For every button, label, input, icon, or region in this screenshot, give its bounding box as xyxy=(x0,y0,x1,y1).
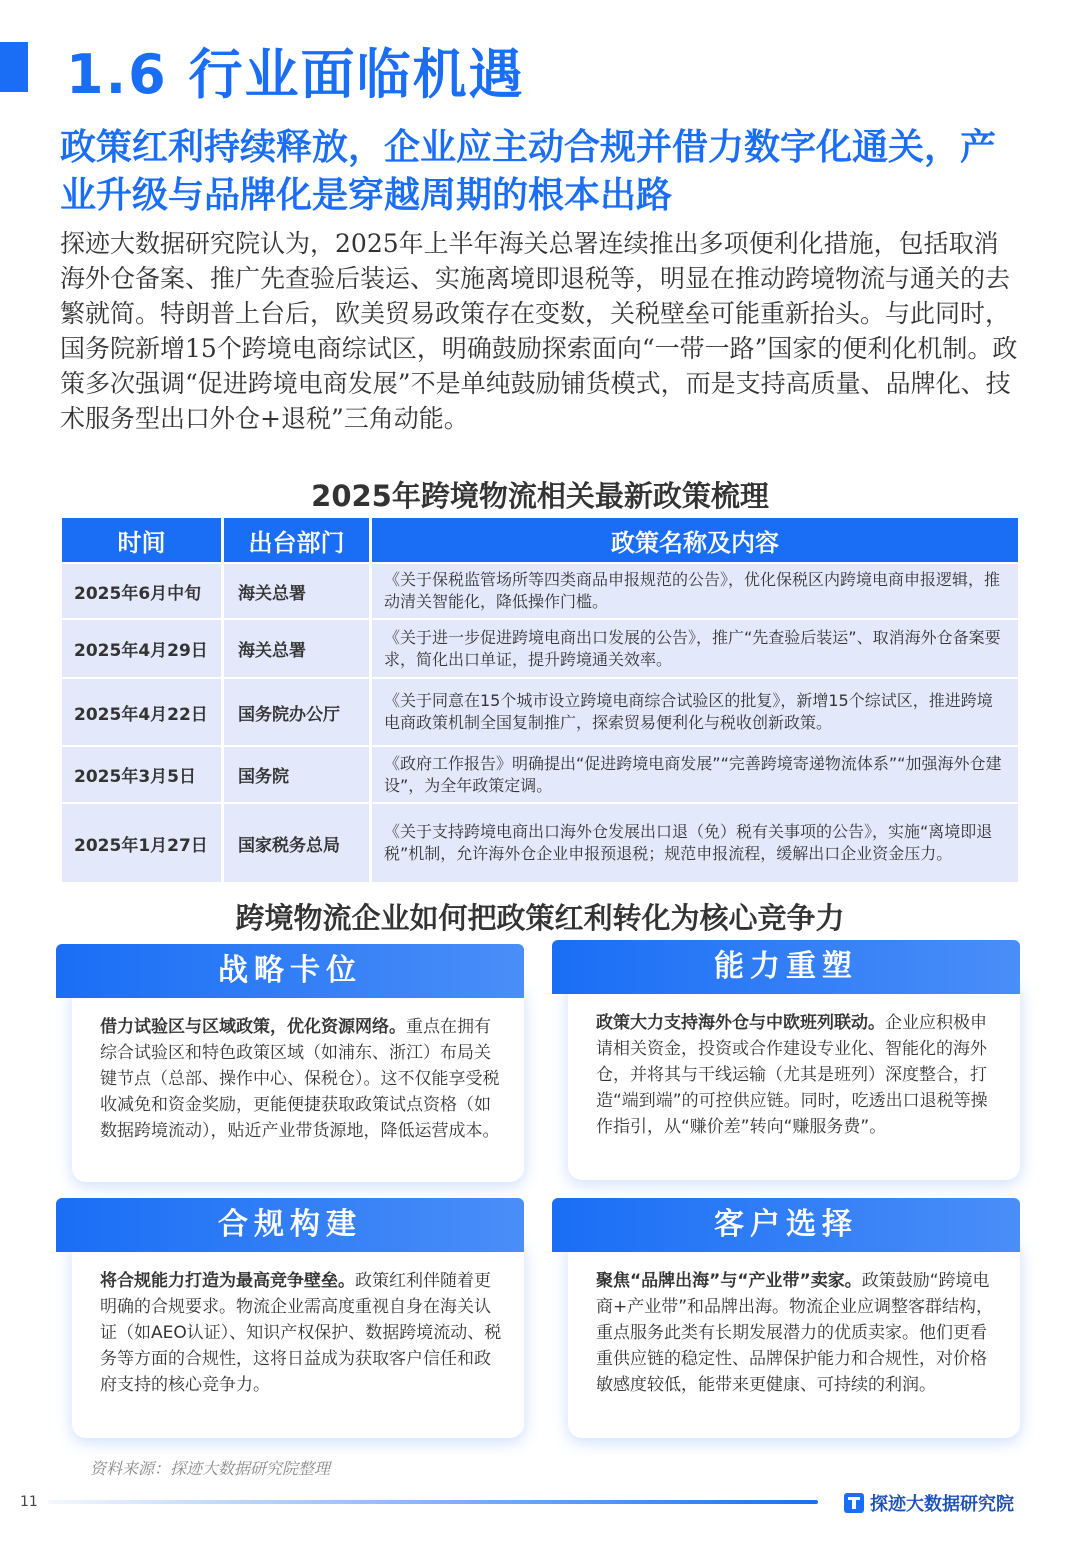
footer-brand xyxy=(844,1490,1014,1516)
cell-time: 2025年3月5日 xyxy=(62,747,224,802)
table-header-row xyxy=(62,518,1018,562)
table-row xyxy=(62,747,1018,802)
table-row xyxy=(62,564,1018,618)
page-number: 11 xyxy=(20,1494,38,1510)
cell-department: 海关总署 xyxy=(224,564,372,618)
card-body xyxy=(72,984,524,1182)
footer-divider xyxy=(48,1500,818,1504)
page-title: 1.6 行业面临机遇 xyxy=(66,43,525,106)
source-note: 资料来源：探迹大数据研究院整理 xyxy=(90,1459,331,1478)
card-lead: 聚焦“品牌出海”与“产业带”卖家。 xyxy=(596,1271,862,1291)
cell-time: 2025年6月中旬 xyxy=(62,564,224,618)
card-text: 政策红利伴随着更明确的合规要求。物流企业需高度重视自身在海关认证（如AEO认证）、知识产权保护、数据跨境流动、税务等方面的合规性，这将日益成为获取客户信任和政府支持的核心竞争力。 xyxy=(100,1271,502,1395)
section-subtitle: 政策红利持续释放，企业应主动合规并借力数字化通关，产业升级与品牌化是穿越周期的根本出路 xyxy=(60,127,997,216)
card-strategic-positioning xyxy=(56,944,524,1182)
table-row xyxy=(62,620,1018,677)
card-body xyxy=(568,1238,1020,1438)
cell-policy: 《关于同意在15个城市设立跨境电商综合试验区的批复》，新增15个综试区，推进跨境电商政策机制全国复制推广，探索贸易便利化与税收创新政策。 xyxy=(372,679,1018,745)
card-lead: 借力试验区与区域政策，优化资源网络。 xyxy=(100,1017,406,1037)
brand-name: 探迹大数据研究院 xyxy=(870,1494,1014,1515)
title-accent-bar xyxy=(0,42,28,92)
card-text: 重点在拥有综合试验区和特色政策区域（如浦东、浙江）布局关键节点（总部、操作中心、保税仓）。这不仅能享受税收减免和资金奖励，更能便捷获取政策试点资格（如数据跨境流动），贴近产业带货源地，降低运营成本。 xyxy=(100,1017,500,1141)
cell-policy: 《关于保税监管场所等四类商品申报规范的公告》，优化保税区内跨境电商申报逻辑，推动清关智能化，降低操作门槛。 xyxy=(372,564,1018,618)
cell-policy: 《政府工作报告》明确提出“促进跨境电商发展”“完善跨境寄递物流体系”“加强海外仓建设”，为全年政策定调。 xyxy=(372,747,1018,802)
header-time: 时间 xyxy=(62,518,224,562)
card-heading: 客户选择 xyxy=(552,1198,1020,1252)
card-heading: 战略卡位 xyxy=(56,944,524,998)
header-policy: 政策名称及内容 xyxy=(372,518,1018,562)
cell-policy: 《关于进一步促进跨境电商出口发展的公告》，推广“先查验后装运”、取消海外仓备案要求，简化出口单证，提升跨境通关效率。 xyxy=(372,620,1018,677)
cell-time: 2025年1月27日 xyxy=(62,804,224,882)
table-row xyxy=(62,804,1018,882)
cell-department: 海关总署 xyxy=(224,620,372,677)
cell-policy: 《关于支持跨境电商出口海外仓发展出口退（免）税有关事项的公告》，实施“离境即退税”机制，允许海外仓企业申报预退税；规范申报流程，缓解出口企业资金压力。 xyxy=(372,804,1018,882)
tungee-logo-icon xyxy=(844,1493,864,1513)
card-lead: 将合规能力打造为最高竞争壁垒。 xyxy=(100,1271,355,1291)
card-body xyxy=(568,980,1020,1180)
card-body xyxy=(72,1238,524,1438)
policy-table xyxy=(62,516,1018,884)
table-title: 2025年跨境物流相关最新政策梳理 xyxy=(311,479,769,513)
card-capability-reshaping xyxy=(552,940,1020,1182)
intro-paragraph: 探迹大数据研究院认为，2025年上半年海关总署连续推出多项便利化措施，包括取消海外仓备案、推广先查验后装运、实施离境即退税等，明显在推动跨境物流与通关的去繁就简。特朗普上台后，欧美贸易政策存在变数，关税壁垒可能重新抬头。与此同时，国务院新增15个跨境电商综试区，明确鼓励探索面向“一带一路”国家的便利化机制。政策多次强调“促进跨境电商发展”不是单纯鼓励铺货模式，而是支持高质量、品牌化、技术服务型出口外仓+退税”三角动能。 xyxy=(60,229,1018,433)
card-text: 企业应积极申请相关资金，投资或合作建设专业化、智能化的海外仓，并将其与干线运输（尤其是班列）深度整合，打造“端到端”的可控供应链。同时，吃透出口退税等操作指引，从“赚价差”转向“赚服务费”。 xyxy=(596,1013,988,1137)
card-compliance-building xyxy=(56,1198,524,1438)
strategy-title: 跨境物流企业如何把政策红利转化为核心竞争力 xyxy=(235,901,845,935)
table-row xyxy=(62,679,1018,745)
card-customer-selection xyxy=(552,1198,1020,1438)
cell-department: 国务院 xyxy=(224,747,372,802)
cell-time: 2025年4月29日 xyxy=(62,620,224,677)
card-text: 政策鼓励“跨境电商+产业带”和品牌出海。物流企业应调整客群结构，重点服务此类有长期发展潜力的优质卖家。他们更看重供应链的稳定性、品牌保护能力和合规性，对价格敏感度较低，能带来更健康、可持续的利润。 xyxy=(596,1271,994,1395)
header-department: 出台部门 xyxy=(224,518,372,562)
card-lead: 政策大力支持海外仓与中欧班列联动。 xyxy=(596,1013,885,1033)
cell-department: 国家税务总局 xyxy=(224,804,372,882)
cell-department: 国务院办公厅 xyxy=(224,679,372,745)
card-heading: 能力重塑 xyxy=(552,940,1020,994)
cell-time: 2025年4月22日 xyxy=(62,679,224,745)
card-heading: 合规构建 xyxy=(56,1198,524,1252)
